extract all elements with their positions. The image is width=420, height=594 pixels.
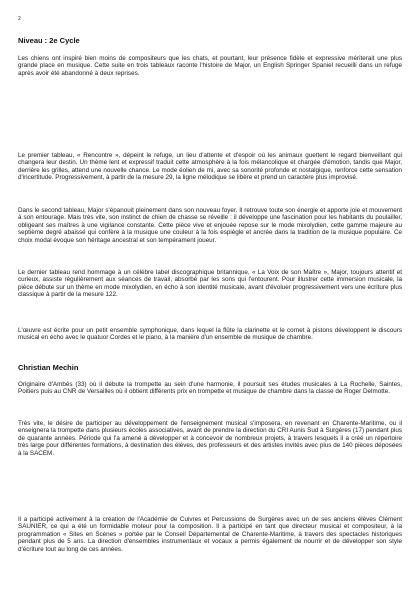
work-description (18, 55, 402, 342)
level-heading: Niveau : 2e Cycle (18, 36, 80, 45)
bio-paragraph-academy: Il a participé activement à la création de l'Académie de Cuivres et Percussions de Surgères avec un de ses anciens élèves Clément SAUNIER, ce qui a été un formidable moteur pour la composition. Il a participé en tant que directeur musical et compositeur, à la programmation « Sites en Scènes » portée par le Conseil Départemental de Charente-Maritime, à travers des spectacles historiques pendant plus de 5 ans. La direction d'ensembles instrumentaux et vocaux a permis également de nourrir et de développer son style d'écriture tout au long de ces années. (18, 516, 402, 553)
third-tableau-paragraph: Le dernier tableau rend hommage à un célèbre label discographique britannique, « La Voix de son Maître », Major, toujours attentif et curieux, assiste régulièrement aux séances de travail, absorbé par les sons qui l'entourent. Pour illustrer cette immersion musicale, la pièce débute sur un thème en mode mixolydien, en écho à son identité musicale, avant d'évoluer progressivement vers une écriture plus classique à partir de la mesure 122. (18, 269, 402, 299)
instrumentation-paragraph: L'œuvre est écrite pour un petit ensemble symphonique, dans lequel la flûte la clarinette et le cornet à pistons développent le discours musical en écho avec le quatuor Cordes et le piano, à la manière d'un ensemble de musique de chambre. (18, 327, 402, 342)
second-tableau-paragraph: Dans le second tableau, Major s'épanouit pleinement dans son nouveau foyer. Il retrouve toute son énergie et apporte joie et mouvement à son entourage. Mais très vite, son instinct de chien de chasse se réveille : il développe une fascination pour les habitants du poulailler, obligeant ses maîtres à une vigilance constante. Cette pièce vive et enjouée repose sur le mode mixolydien, cette gamme majeure au septième degré abaissé qui confère à la musique une couleur à la fois espiègle et ancrée dans la tradition de la musique populaire. Ce choix modal évoque son héritage ancestral et son tempérament joueur. (18, 207, 402, 244)
bio-paragraph-teaching: Très vite, le désire de participer au développement de l'enseignement musical s'imposera, en revenant en Charente-Maritime, ou il enseignera la trompette dans plusieurs écoles associatives, avant de prendre la direction du CRI Aunis Sud à Surgères (17) pendant plus de quarante années. Période qui l'a amené à développer et à concevoir de nombreux projets, à travers lesquels il a créé un répertoire très large pour différentes formations, à destination des élèves, des professeurs et des artistes invités avec plus de 140 pièces déposées à la SACEM. (18, 420, 402, 457)
bio-paragraph-origins: Originaire d'Ambès (33) où il débute la trompette au sein d'une harmonie, il poursuit ses études musicales à La Rochelle, Saintes, Poitiers puis au CNR de Versailles où il obtient différents prix en trompette et musique de chambre dans la classe de Roger Delmotte. (18, 381, 402, 396)
page-number: 2 (18, 16, 21, 22)
first-tableau-paragraph: Le premier tableau, « Rencontre », dépeint le refuge, un lieu d'attente et d'espoir où les animaux guettent le regard bienveillant qui changera leur destin. Un thème lent et expressif traduit cette atmosphère à la fois mélancolique et chargée d'émotion, tandis que Major, derrière les grilles, attend une nouvelle chance. Le mode éolien de mi, avec sa sonorité profonde et nostalgique, renforce cette sensation d'incertitude. Progressivement, à partir de la mesure 29, la ligne mélodique se libère et prend un caractère plus improvisé. (18, 152, 402, 182)
composer-name-heading: Christian Mechin (18, 363, 79, 372)
composer-biography (18, 381, 402, 553)
intro-paragraph: Les chiens ont inspiré bien moins de compositeurs que les chats, et pourtant, leur présence fidèle et expressive mériterait une plus grande place en musique. Cette suite en trois tableaux raconte l'histoire de Major, un English Springer Spaniel recueilli dans un refuge après avoir été abandonné à deux reprises. (18, 55, 402, 77)
